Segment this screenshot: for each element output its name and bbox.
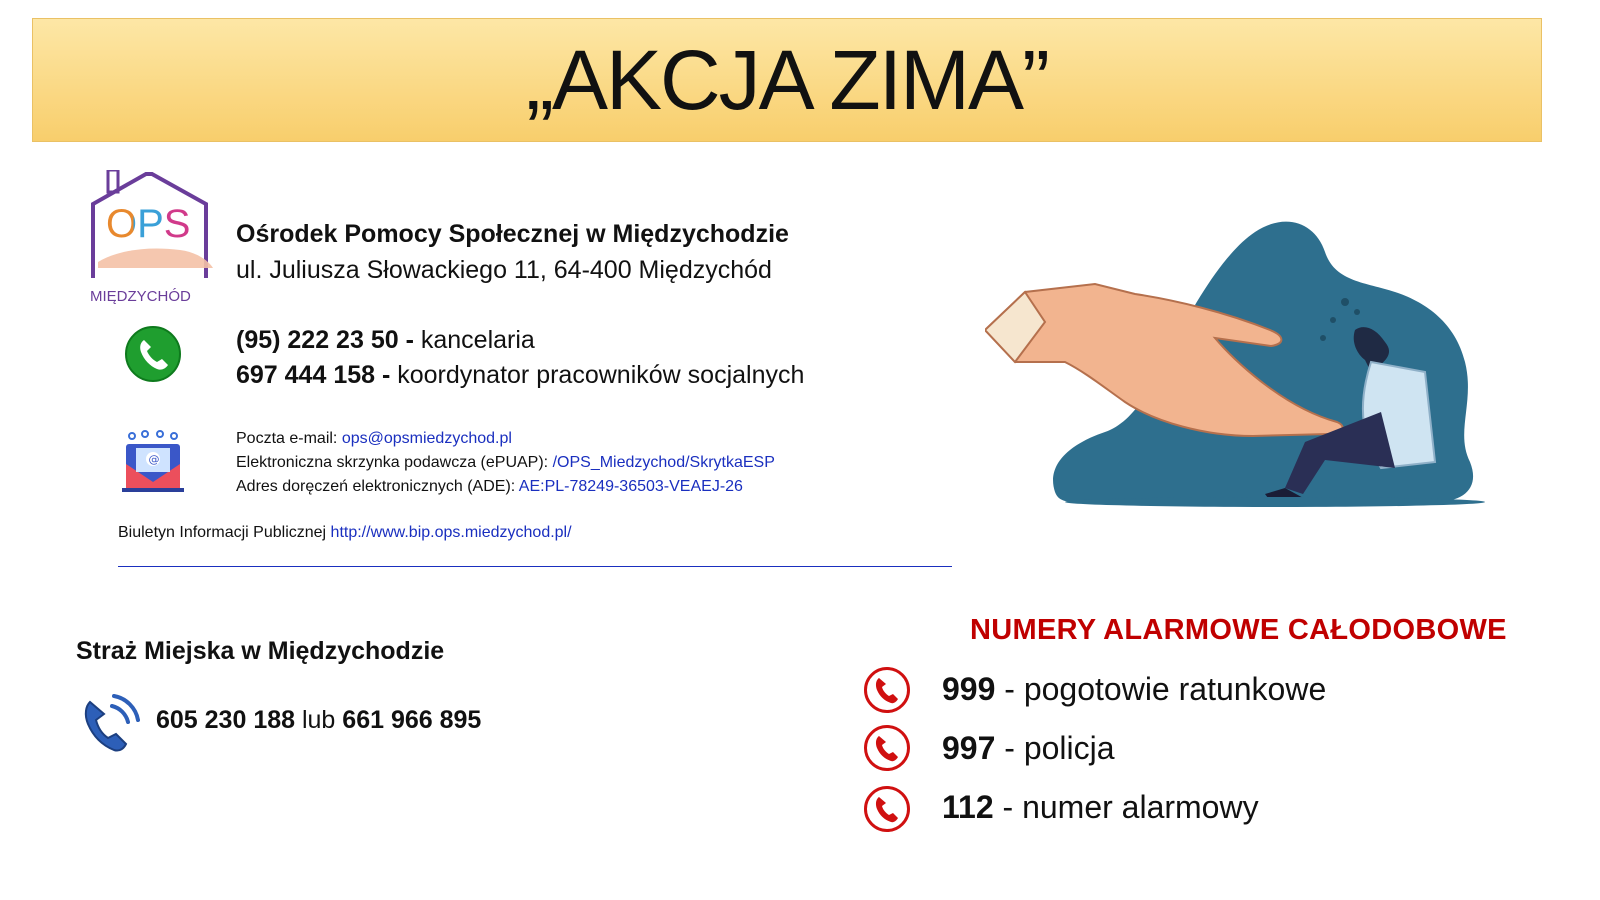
alarm-row-112	[942, 789, 1259, 826]
ade-line	[236, 478, 743, 496]
straz-phone-2[interactable]: 661 966 895	[342, 706, 482, 734]
ade-label: Adres doręczeń elektronicznych (ADE):	[236, 478, 519, 495]
logo-brand	[106, 202, 190, 247]
epuap-label: Elektroniczna skrzynka podawcza (ePUAP):	[236, 454, 553, 471]
bip-link[interactable]: http://www.bip.ops.miedzychod.pl/	[330, 524, 572, 541]
alarm-number[interactable]: 112	[942, 789, 994, 825]
alarm-row-997	[942, 730, 1115, 767]
divider-line	[118, 566, 952, 567]
red-phone-icon	[864, 667, 910, 713]
straz-phone-1[interactable]: 605 230 188	[156, 706, 296, 734]
bip-label: Biuletyn Informacji Publicznej	[118, 524, 331, 541]
phone-line-koordynator	[236, 361, 804, 390]
bip-line	[118, 524, 572, 542]
straz-connector: lub	[295, 706, 343, 734]
alarm-desc: - numer alarmowy	[993, 789, 1259, 825]
email-link[interactable]: ops@opsmiedzychod.pl	[341, 430, 512, 447]
page-title: „AKCJA ZIMA”	[525, 32, 1049, 127]
phone-number: 697 444 158 -	[236, 361, 391, 389]
title-banner	[32, 18, 1542, 142]
logo-city: MIĘDZYCHÓD	[90, 288, 191, 305]
alarm-title: NUMERY ALARMOWE CAŁODOBOWE	[970, 614, 1507, 646]
logo-brand-text: OPS	[106, 202, 191, 246]
ops-logo	[88, 170, 216, 310]
email-label: Poczta e-mail:	[236, 430, 342, 447]
green-phone-icon	[124, 326, 182, 382]
phone-desc: kancelaria	[413, 326, 535, 354]
alarm-desc: - pogotowie ratunkowe	[995, 671, 1327, 707]
org-address: ul. Juliusza Słowackiego 11, 64-400 Międzychód	[236, 256, 772, 284]
blue-phone-icon	[82, 690, 144, 754]
email-line	[236, 430, 512, 448]
red-phone-icon	[864, 725, 910, 771]
alarm-desc: - policja	[995, 730, 1115, 766]
alarm-number[interactable]: 999	[942, 671, 996, 707]
phone-number: (95) 222 23 50 -	[236, 326, 414, 354]
svg-text:@: @	[148, 453, 160, 466]
org-name: Ośrodek Pomocy Społecznej w Międzychodzie	[236, 220, 789, 248]
helping-hand-illustration	[985, 212, 1485, 512]
alarm-row-999	[942, 671, 1326, 708]
phone-desc: koordynator pracowników socjalnych	[390, 361, 805, 389]
red-phone-icon	[864, 786, 910, 832]
phone-line-kancelaria	[236, 326, 535, 355]
alarm-number[interactable]: 997	[942, 730, 996, 766]
email-envelope-icon	[120, 430, 186, 494]
epuap-link[interactable]: /OPS_Miedzychod/SkrytkaESP	[552, 454, 775, 471]
epuap-line	[236, 454, 775, 472]
straz-title: Straż Miejska w Międzychodzie	[76, 637, 445, 665]
ade-value[interactable]: AE:PL-78249-36503-VEAEJ-26	[518, 478, 743, 495]
straz-phones	[156, 706, 481, 735]
